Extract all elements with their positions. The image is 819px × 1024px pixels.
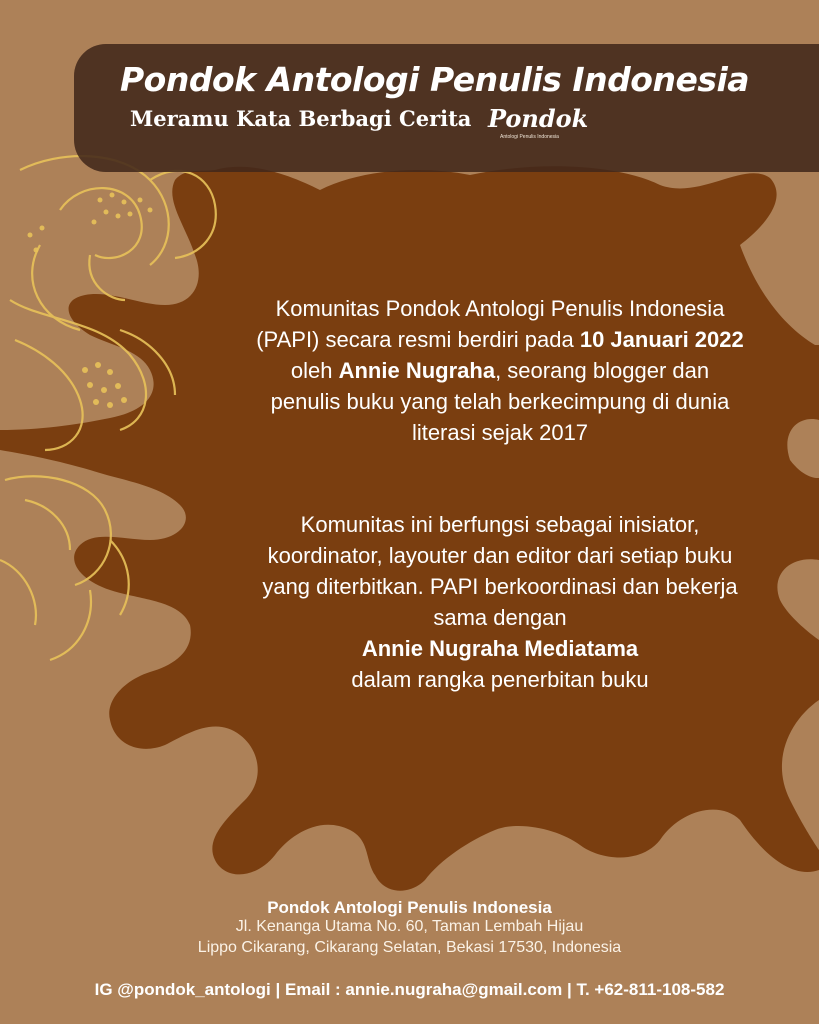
- function-paragraph: [256, 509, 744, 695]
- footer-address-line2: Lippo Cikarang, Cikarang Selatan, Bekasi 17530, Indonesia: [197, 939, 622, 956]
- logo-wordmark: Pondok: [488, 104, 589, 133]
- intro-paragraph: [256, 293, 744, 448]
- pondok-logo: [480, 104, 589, 148]
- header-tagline: Meramu Kata Berbagi Cerita: [130, 106, 472, 131]
- founder-name: Annie Nugraha: [338, 358, 496, 383]
- footer-organization-name: Pondok Antologi Penulis Indonesia: [267, 898, 552, 917]
- logo-subtitle: Antologi Penulis Indonesia: [500, 134, 559, 140]
- function-text-2: dalam rangka penerbitan buku: [351, 667, 649, 692]
- partner-name: Annie Nugraha Mediatama: [361, 636, 639, 661]
- header-title: Pondok Antologi Penulis Indonesia: [120, 60, 750, 99]
- intro-text-2: oleh: [290, 358, 339, 383]
- intro-text-1: Komunitas Pondok Antologi Penulis Indonesia (PAPI) secara resmi berdiri pada: [256, 296, 725, 352]
- intro-text-3: , seorang blogger dan penulis buku yang telah berkecimpung di dunia literasi sejak 2017: [270, 358, 730, 445]
- footer-contact: IG @pondok_antologi | Email : annie.nugraha@gmail.com | T. +62-811-108-582: [94, 980, 725, 999]
- footer-address-line1: Jl. Kenanga Utama No. 60, Taman Lembah Hijau: [235, 918, 584, 935]
- founding-date: 10 Januari 2022: [579, 327, 744, 352]
- function-text-1: Komunitas ini berfungsi sebagai inisiator, koordinator, layouter dan editor dari setiap buku yang diterbitkan. PAPI berkoordinasi dan bekerja sama dengan: [262, 512, 738, 630]
